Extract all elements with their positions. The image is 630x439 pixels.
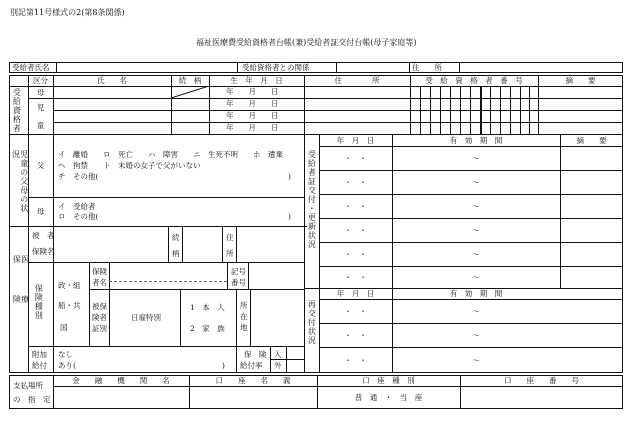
remarks-header: 摘 要 bbox=[565, 76, 596, 85]
child2-birthdate: 年 月 日 bbox=[226, 111, 279, 120]
relationship-header: 続 柄 bbox=[178, 76, 202, 85]
insured-cert-label-b: 険者 bbox=[92, 313, 107, 322]
issue-date-4: ・ ・ bbox=[344, 225, 367, 235]
reissue-date-header: 年 月 日 bbox=[336, 289, 375, 298]
location-label-b: 在 bbox=[240, 312, 248, 321]
insured-label-a: 被 者 bbox=[32, 231, 55, 240]
rate-in-label: 入 bbox=[274, 350, 282, 359]
top-row bbox=[9, 62, 623, 73]
parent-section-label: 児童の父母の状況 bbox=[11, 150, 29, 213]
issue-period-5: ～ bbox=[472, 249, 480, 259]
account-type-header: 口 座 種 別 bbox=[362, 376, 415, 385]
account-name-header: 口 座 名 義 bbox=[215, 376, 291, 385]
form-number: 別記第11号様式の2(第8条関係) bbox=[10, 8, 125, 17]
child-label-1: 児 bbox=[36, 102, 45, 112]
birthdate-header: 生 年 月 日 bbox=[230, 76, 283, 85]
reissue-period-3: ～ bbox=[472, 355, 480, 365]
additional-label-a: 附加 bbox=[32, 350, 47, 359]
additional-exists-option: あり( bbox=[58, 361, 76, 370]
child1-birthdate: 年 月 日 bbox=[226, 99, 279, 108]
father-option-line3: チ その他( bbox=[58, 172, 99, 181]
mother-row-label: 母 bbox=[36, 87, 45, 97]
issue-date-1: ・ ・ bbox=[344, 153, 367, 163]
symbol-label-a: 記号 bbox=[231, 267, 246, 276]
category-header: 区分 bbox=[33, 76, 48, 85]
issue-period-header: 有 効 期 間 bbox=[449, 135, 503, 145]
issue-date-header: 年 月 日 bbox=[336, 135, 375, 145]
diagonal-line bbox=[171, 86, 209, 98]
insured-label-b: 保険名 bbox=[32, 247, 55, 256]
reissue-period-1: ～ bbox=[472, 306, 480, 316]
issue-period-2: ～ bbox=[472, 177, 480, 187]
insured-cert-label-c: 証別 bbox=[92, 324, 107, 333]
location-label-a: 所 bbox=[240, 301, 248, 310]
recipient-number-header: 受 給 資 格 者 番 号 bbox=[425, 76, 523, 85]
issue-period-3: ～ bbox=[472, 201, 480, 211]
reissue-section-label: 再交付状況 bbox=[307, 300, 317, 345]
father-close-paren: ) bbox=[288, 172, 291, 181]
relation-label: 受給資格者との関係 bbox=[242, 63, 310, 72]
address-label: 住 所 bbox=[412, 63, 442, 72]
mother-option-line2: ロ その他( bbox=[58, 212, 99, 221]
reissue-date-3: ・ ・ bbox=[344, 355, 367, 365]
issue-date-2: ・ ・ bbox=[344, 177, 367, 187]
issue-section-label: 受給者証交付・更新状況 bbox=[307, 150, 317, 249]
mother-status-label: 母 bbox=[36, 207, 45, 216]
father-label: 父 bbox=[36, 161, 45, 170]
insured-address-label-b: 所 bbox=[226, 249, 234, 258]
reissue-date-1: ・ ・ bbox=[344, 306, 367, 316]
insurer-label-b: 者名 bbox=[92, 278, 107, 287]
recipient-name-label: 受給者氏名 bbox=[12, 63, 50, 72]
additional-label-b: 給付 bbox=[32, 361, 47, 370]
gov-assoc-option: 政・組 bbox=[58, 281, 81, 290]
address-header: 住 所 bbox=[334, 76, 380, 85]
self-option: 1 本 人 bbox=[190, 303, 225, 312]
child-label-2: 童 bbox=[36, 120, 45, 130]
issue-period-6: ～ bbox=[472, 272, 480, 282]
form-title: 福祉医療費受給資格者台帳(兼)受給者証交付台帳(母子家庭等) bbox=[196, 38, 417, 47]
issue-date-6: ・ ・ bbox=[344, 272, 367, 282]
additional-none-option: なし bbox=[58, 350, 73, 359]
insurer-label-a: 保険 bbox=[92, 267, 107, 276]
reissue-period-header: 有 効 期 間 bbox=[449, 289, 503, 298]
national-option: 国 bbox=[60, 323, 68, 332]
father-option-line2: ヘ 拘禁 ト 未婚の女子で父がいない bbox=[58, 161, 201, 170]
benefit-rate-label-b: 給付率 bbox=[240, 361, 263, 370]
medical-insurance-label: 医 療 保 険 bbox=[12, 255, 30, 335]
insured-relationship-label-a: 続 bbox=[172, 233, 180, 242]
family-option: 2 家 族 bbox=[190, 324, 225, 333]
rate-out-label: 外 bbox=[274, 361, 282, 370]
eligible-section-label: 受給資格者 bbox=[12, 88, 22, 133]
insured-cert-label-a: 被保 bbox=[92, 302, 107, 311]
bank-header: 金 融 機 関 名 bbox=[72, 376, 170, 385]
insured-address-label-a: 住 bbox=[226, 233, 234, 242]
issue-period-4: ～ bbox=[472, 225, 480, 235]
payment-label-b: の 指 定 bbox=[13, 395, 51, 404]
mother-close-paren: ) bbox=[288, 212, 291, 221]
child3-birthdate: 年 月 日 bbox=[226, 123, 279, 132]
account-type-value: 普 通 ・ 当 座 bbox=[354, 393, 423, 402]
reissue-date-2: ・ ・ bbox=[344, 330, 367, 340]
additional-close-paren: ) bbox=[222, 361, 225, 370]
payment-label-a: 支払場所 bbox=[13, 381, 43, 390]
location-label-c: 地 bbox=[240, 323, 248, 332]
symbol-label-b: 番号 bbox=[231, 278, 246, 287]
reissue-period-2: ～ bbox=[472, 330, 480, 340]
mother-birthdate: 年 月 日 bbox=[226, 87, 279, 96]
issue-date-5: ・ ・ bbox=[344, 249, 367, 259]
issue-date-3: ・ ・ bbox=[344, 201, 367, 211]
insurance-type-label: 保険種別 bbox=[34, 284, 44, 320]
ship-mutual-option: 船・共 bbox=[58, 301, 81, 310]
day-care-option: 日雇特別 bbox=[131, 313, 161, 322]
insured-relationship-label-b: 柄 bbox=[172, 249, 180, 258]
issue-period-1: ～ bbox=[472, 153, 480, 163]
father-option-line1: イ 離婚 ロ 死亡 ハ 障害 ニ 生死不明 ホ 遺棄 bbox=[58, 150, 283, 159]
mother-option-line1: イ 受給者 bbox=[58, 202, 96, 211]
account-number-header: 口 座 番 号 bbox=[504, 376, 579, 385]
issue-remarks-header: 摘 要 bbox=[576, 135, 607, 145]
benefit-rate-label-a: 保 険 bbox=[244, 350, 267, 359]
name-header: 氏 名 bbox=[97, 76, 127, 85]
